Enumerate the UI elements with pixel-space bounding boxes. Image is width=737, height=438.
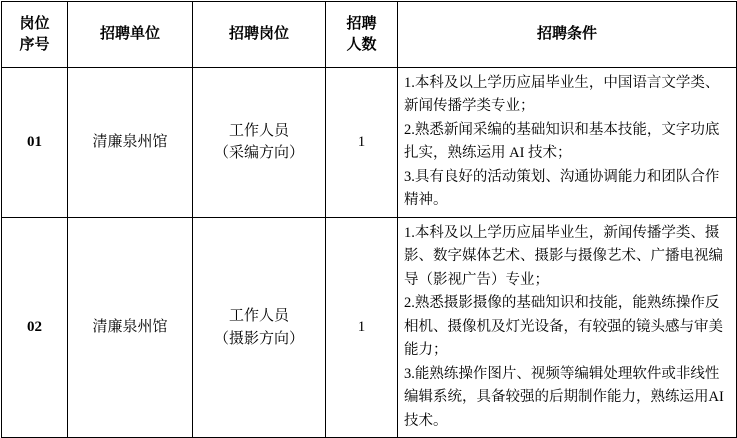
column-header-unit: 招聘单位 — [68, 2, 193, 68]
column-header-post-number-line1: 岗位 — [19, 16, 50, 33]
cell-conditions — [398, 217, 737, 437]
cell-number: 1 — [326, 217, 398, 437]
cell-post-number: 02 — [2, 217, 68, 437]
table-row — [2, 217, 737, 437]
table-header — [2, 2, 737, 68]
cell-unit: 清廉泉州馆 — [68, 217, 193, 437]
cell-conditions — [398, 68, 737, 218]
cell-post-line2: （采编方向） — [213, 145, 304, 162]
column-header-conditions: 招聘条件 — [398, 2, 737, 68]
condition-line: 3.具有良好的活动策划、沟通协调能力和团队合作精神。 — [404, 168, 720, 209]
table-body — [2, 68, 737, 438]
condition-line: 2.熟悉新闻采编的基础知识和基本技能，文字功底扎实，熟练运用 AI 技术； — [404, 121, 720, 162]
column-header-post-number — [2, 2, 68, 68]
condition-line: 3.能熟练操作图片、视频等编辑处理软件或非线性编辑系统，具备较强的后期制作能力，熟练运用AI技术。 — [404, 365, 724, 429]
column-header-post-number-line2: 序号 — [19, 36, 50, 53]
condition-line: 2.熟悉摄影摄像的基础知识和技能，能熟练操作反相机、摄像机及灯光设备，有较强的镜头感与审美能力； — [404, 295, 723, 359]
column-header-post: 招聘岗位 — [193, 2, 326, 68]
cell-post — [193, 217, 326, 437]
table-header-row — [2, 2, 737, 68]
cell-number: 1 — [326, 68, 398, 218]
column-header-number — [326, 2, 398, 68]
cell-post-number: 01 — [2, 68, 68, 218]
cell-post — [193, 68, 326, 218]
condition-line: 1.本科及以上学历应届毕业生，中国语言文学类、新闻传播学类专业； — [404, 75, 720, 115]
cell-unit: 清廉泉州馆 — [68, 68, 193, 218]
cell-post-line1: 工作人员 — [228, 122, 289, 139]
condition-line: 1.本科及以上学历应届毕业生，新闻传播学类、摄影、数字媒体艺术、摄影与摄像艺术、广播电视编导（影视广告）专业； — [404, 224, 723, 288]
column-header-number-line2: 人数 — [346, 36, 377, 53]
recruitment-table — [1, 1, 737, 438]
table-row — [2, 68, 737, 218]
column-header-number-line1: 招聘 — [346, 16, 377, 33]
cell-post-line1: 工作人员 — [228, 308, 289, 325]
recruitment-table-container — [0, 1, 737, 438]
cell-post-line2: （摄影方向） — [213, 330, 304, 347]
